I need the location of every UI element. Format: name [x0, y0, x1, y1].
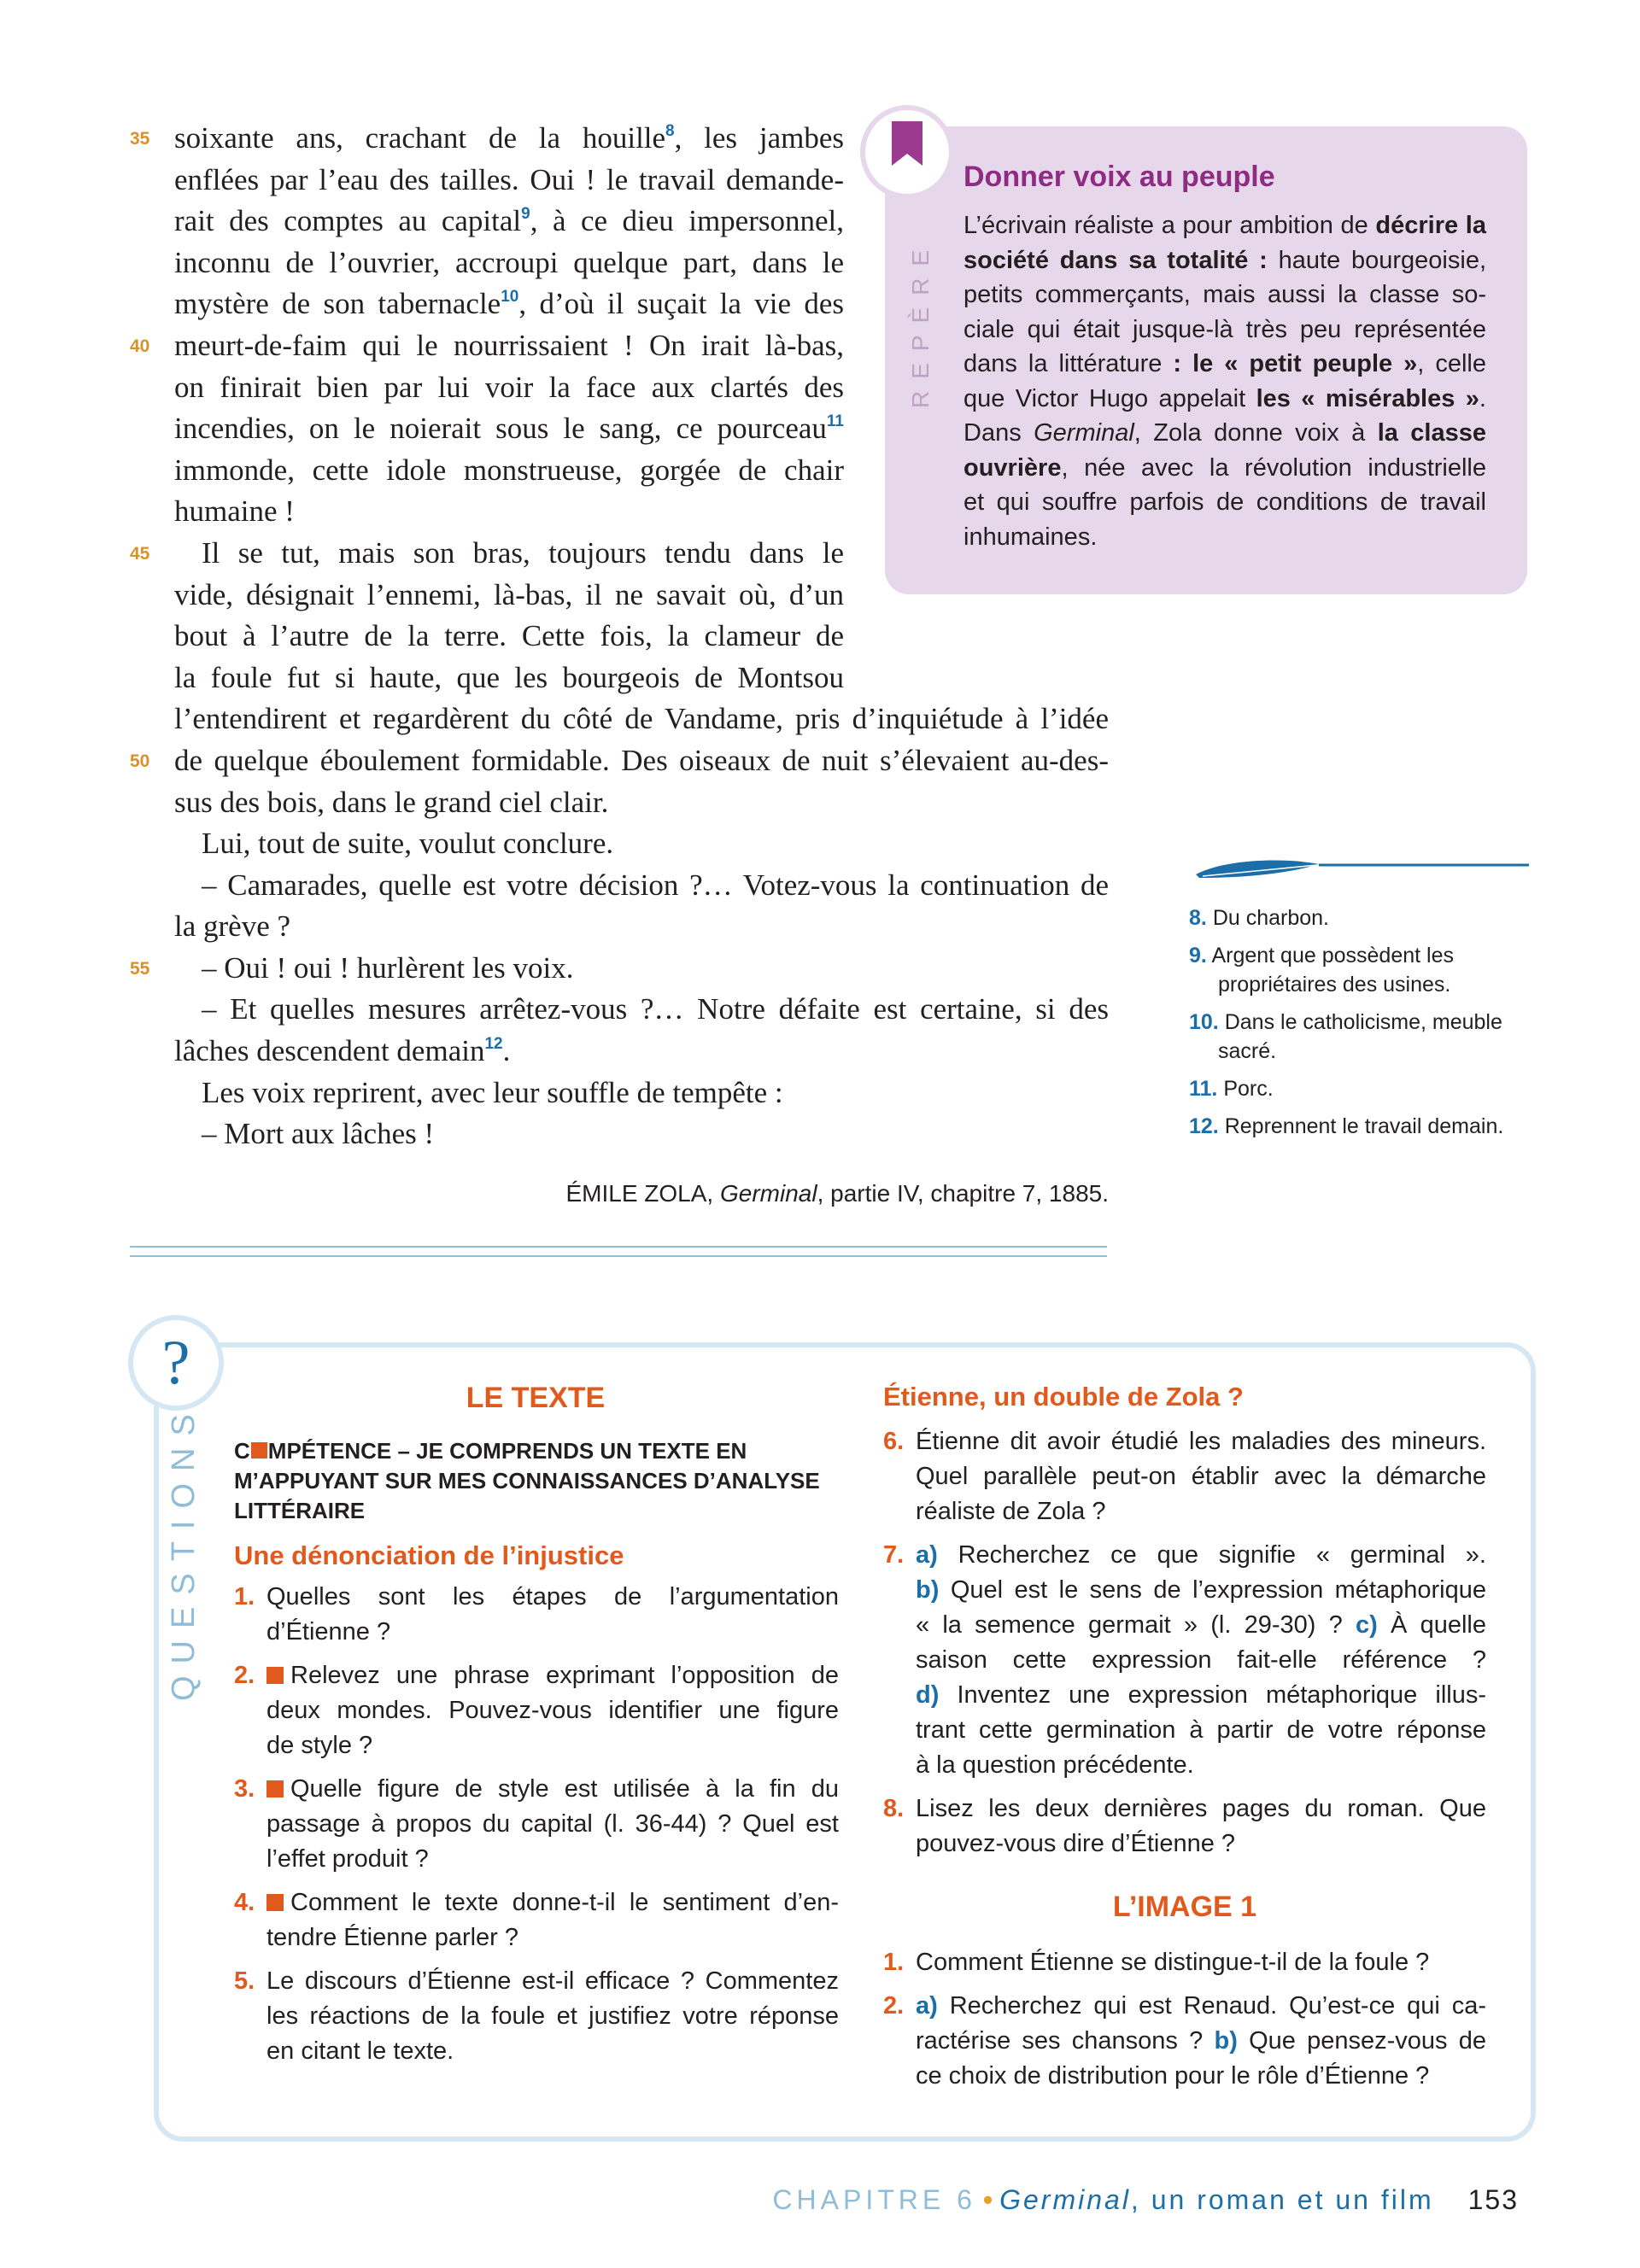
sub-question-label: d): [916, 1681, 940, 1709]
text-segment: dans la littérature: [964, 350, 1174, 377]
question-line: [916, 1713, 1486, 1748]
question-line-text: Comment Étienne se distingue-t-il de la foule ?: [916, 1949, 1430, 1976]
footnote-number: 9.: [1189, 944, 1207, 967]
text-segment: Lui, tout de suite, voulut conclure.: [202, 827, 614, 861]
text-segment: de quelque éboulement formidable. Des oiseaux de nuit s’élevaient au-des-: [174, 743, 1109, 777]
question-line: [266, 2034, 839, 2069]
question-line: [266, 1693, 839, 1728]
repere-line: [964, 347, 1486, 382]
footnote: [1189, 1074, 1531, 1103]
question-line: [266, 1658, 839, 1693]
question-line: [266, 1728, 839, 1763]
footnote-number: 8.: [1189, 906, 1207, 930]
line-text: [174, 325, 844, 367]
question-number: 2.: [234, 1662, 255, 1689]
question-line: [266, 1615, 839, 1650]
question-line: [916, 1827, 1486, 1862]
page-footer: [772, 2184, 1519, 2216]
competence-line-2: M’APPUYANT SUR MES CONNAISSANCES D’ANALYSE: [234, 1468, 820, 1493]
question-item: [234, 1885, 839, 1955]
etienne-subheading: Étienne, un double de Zola ?: [883, 1382, 1244, 1412]
question-text: [883, 1945, 1486, 1980]
question-line: [916, 1678, 1486, 1713]
question-line-text: Comment le texte donne-t-il le sentiment d’en-: [290, 1889, 839, 1916]
text-segment: , celle: [1417, 350, 1486, 377]
line-text: [174, 658, 844, 699]
text-segment: Il se tut, mais son bras, toujours tendu dans le: [202, 535, 844, 570]
sub-question-label: a): [916, 1541, 938, 1569]
sub-question-label: b): [916, 1576, 940, 1604]
footnote: [1189, 1008, 1531, 1066]
footnote-line: [1189, 1008, 1531, 1037]
line-number: 50: [130, 751, 150, 771]
bold-text: la classe: [1377, 419, 1486, 447]
line-text: [202, 533, 844, 575]
question-line: [916, 1945, 1486, 1980]
text-segment: – Et quelles mesures arrêtez-vous ?… Notre défaite est certaine, si des: [202, 992, 1109, 1026]
question-line: [266, 1999, 839, 2034]
line-text: [202, 989, 1109, 1031]
line-number: 45: [130, 543, 150, 564]
question-line-text: trant cette germination à partir de votre réponse: [916, 1716, 1486, 1744]
text-segment: L’écrivain réaliste a pour ambition de: [964, 212, 1376, 239]
footnote: [1189, 903, 1531, 932]
question-text: [883, 1538, 1486, 1783]
passage-line: [130, 658, 1109, 699]
text-segment: – Mort aux lâches !: [202, 1117, 435, 1151]
passage-line: [130, 989, 1109, 1031]
line-text: [174, 118, 844, 160]
quill-icon: [1191, 852, 1529, 888]
footnote-ref: 11: [826, 412, 844, 431]
question-line: [266, 1580, 839, 1615]
competence-block: [234, 1436, 837, 1526]
footnote: [1189, 1112, 1531, 1141]
footnote-ref: 9: [521, 205, 530, 224]
passage-line: [130, 616, 1109, 658]
text-segment: vide, désignait l’ennemi, là-bas, il ne savait où, d’un: [174, 577, 844, 611]
question-line-text: Étienne dit avoir étudié les maladies des mineurs.: [916, 1428, 1486, 1455]
question-line-text: Quelle figure de style est utilisée à la fin du: [290, 1775, 839, 1803]
text-segment: meurt-de-faim qui le nourrissaient ! On irait là-bas,: [174, 328, 844, 362]
repere-line: [964, 520, 1486, 555]
question-line: [916, 1643, 1486, 1678]
repere-line: [964, 451, 1486, 486]
line-text: [174, 367, 844, 409]
sub-question-label: b): [1214, 2027, 1238, 2055]
question-number: 7.: [883, 1541, 905, 1569]
question-line: [916, 1748, 1486, 1783]
line-text: [174, 284, 844, 325]
line-text: [174, 575, 844, 617]
right-question-list: [883, 1424, 1486, 1870]
separator-rule-bottom: [130, 1255, 1107, 1257]
text-segment: .: [502, 1034, 511, 1068]
line-text: [174, 616, 844, 658]
footer-bullet: •: [982, 2184, 993, 2215]
line-text: [174, 491, 844, 533]
text-segment: la foule fut si haute, que les bourgeois de Montsou: [174, 660, 844, 694]
question-item: [234, 1964, 839, 2069]
footnote-text: sacré.: [1218, 1039, 1277, 1063]
bold-text: décrire la: [1375, 212, 1486, 239]
image-question-list: [883, 1945, 1486, 2102]
text-segment: mystère de son tabernacle: [174, 287, 501, 321]
separator-rule-top: [130, 1246, 1107, 1248]
question-item: [234, 1658, 839, 1763]
line-text: [174, 160, 844, 202]
orange-square-icon: [266, 1780, 284, 1797]
footnote-line: [1189, 1112, 1531, 1141]
competence-line-3: LITTÉRAIRE: [234, 1498, 366, 1523]
text-segment: Les voix reprirent, avec leur souffle de tempête :: [202, 1075, 783, 1109]
image-heading: L’IMAGE 1: [1112, 1891, 1257, 1923]
passage-line: [130, 1073, 1109, 1114]
question-line: [916, 1608, 1486, 1643]
text-segment: enflées par l’eau des tailles. Oui ! le travail demande-: [174, 162, 844, 196]
footnote-number: 12.: [1189, 1114, 1219, 1138]
text-segment: haute bourgeoisie,: [1267, 246, 1487, 274]
text-segment: , née avec la révolution industrielle: [1061, 453, 1486, 482]
bold-text: société dans sa totalité :: [964, 246, 1268, 274]
repere-body: [964, 208, 1486, 554]
repere-vertical-label: REPÈRE: [907, 237, 934, 408]
line-number: 35: [130, 129, 150, 149]
orange-square-icon: [266, 1894, 284, 1911]
text-segment: lâches descendent demain: [174, 1034, 485, 1068]
text-segment: , à ce dieu impersonnel,: [530, 204, 844, 238]
orange-square-icon: [266, 1667, 284, 1684]
footer-title-italic: Germinal: [999, 2184, 1131, 2215]
competence-square-icon: [251, 1442, 267, 1458]
question-line: [916, 1494, 1486, 1529]
question-item: [234, 1772, 839, 1877]
question-number: 1.: [234, 1583, 255, 1610]
footnote-text: Du charbon.: [1212, 906, 1330, 930]
question-line-text: d’Étienne ?: [266, 1618, 391, 1645]
text-segment: Dans: [964, 419, 1034, 447]
competence-first-letter: C: [234, 1438, 250, 1464]
question-line-text: Inventez une expression métaphorique illus-: [939, 1681, 1486, 1709]
text-segment: soixante ans, crachant de la houille: [174, 121, 666, 155]
question-line: [916, 1792, 1486, 1827]
bold-text: ouvrière: [964, 453, 1062, 482]
line-text: [174, 450, 844, 492]
question-item: [883, 1538, 1486, 1783]
passage-line: [130, 782, 1109, 824]
repere-line: [964, 208, 1486, 243]
question-line-text: les réactions de la foule et justifiez votre réponse: [266, 2002, 839, 2030]
question-line: [916, 1573, 1486, 1608]
line-text: [174, 782, 844, 824]
question-line: [266, 1772, 839, 1807]
text-segment: immonde, cette idole monstrueuse, gorgée de chair: [174, 453, 844, 487]
question-number: 5.: [234, 1967, 255, 1995]
question-line-text: deux mondes. Pouvez-vous identifier une figure: [266, 1697, 839, 1724]
line-text: [202, 1114, 844, 1155]
question-text: [883, 1424, 1486, 1529]
line-text: [174, 201, 844, 243]
text-segment: bout à l’autre de la terre. Cette fois, la clameur de: [174, 619, 844, 653]
question-line-text: Recherchez ce que signifie « germinal ».: [937, 1541, 1486, 1569]
question-line: [266, 1920, 839, 1955]
question-line-text: en citant le texte.: [266, 2037, 454, 2065]
text-segment: on finirait bien par lui voir la face aux clartés des: [174, 370, 844, 404]
line-text: [202, 1073, 844, 1114]
sub-question-label: a): [916, 1992, 938, 2020]
question-text: [234, 1964, 839, 2069]
text-segment: .: [1479, 384, 1486, 412]
passage-line: [130, 823, 1109, 865]
line-number: 40: [130, 336, 150, 356]
passage-line: [130, 865, 1109, 907]
question-line-text: Quel est le sens de l’expression métaphorique: [939, 1576, 1486, 1604]
question-line-text: Recherchez qui est Renaud. Qu’est-ce qui ca-: [937, 1992, 1486, 2020]
source-details: , partie IV, chapitre 7, 1885.: [817, 1180, 1109, 1207]
question-line-text: Quel parallèle peut-on établir avec la démarche: [916, 1463, 1486, 1490]
question-line-text: de style ?: [266, 1732, 373, 1759]
repere-line: [964, 416, 1486, 451]
question-line-text: Que pensez-vous de: [1237, 2027, 1487, 2055]
footnote-text: Porc.: [1223, 1077, 1274, 1101]
line-text: [174, 740, 1109, 782]
passage-line: [130, 1031, 1109, 1073]
line-text: [174, 408, 844, 450]
text-segment: inconnu de l’ouvrier, accroupi quelque part, dans le: [174, 245, 844, 279]
question-text: [883, 1792, 1486, 1862]
question-line: [916, 1538, 1486, 1573]
text-segment: – Oui ! oui ! hurlèrent les voix.: [202, 950, 574, 985]
question-item: [883, 1945, 1486, 1980]
footnote-ref: 12: [484, 1035, 503, 1054]
passage-line: [130, 906, 1109, 948]
question-line: [916, 1459, 1486, 1494]
footnote-text: Dans le catholicisme, meuble: [1224, 1010, 1502, 1034]
repere-title: Donner voix au peuple: [964, 161, 1275, 193]
text-segment: – Camarades, quelle est votre décision ?… Votez-vous la continuation de: [202, 868, 1109, 902]
text-segment: humaine !: [174, 494, 295, 529]
bold-text: : le « petit peuple »: [1173, 350, 1418, 377]
repere-line: [964, 243, 1486, 278]
question-line: [266, 1807, 839, 1842]
question-line: [916, 1424, 1486, 1459]
le-texte-heading: LE TEXTE: [466, 1382, 606, 1414]
bookmark-icon: [859, 104, 955, 200]
question-number: 8.: [883, 1795, 905, 1822]
passage-line: [130, 699, 1109, 740]
footer-chapter: CHAPITRE 6: [772, 2184, 976, 2215]
question-line: [266, 1885, 839, 1920]
passage-line: [130, 740, 1109, 782]
question-line-text: ce choix de distribution pour le rôle d’Étienne ?: [916, 2062, 1430, 2090]
question-text: [883, 1989, 1486, 2094]
passage-line: [130, 1114, 1109, 1155]
text-segment: inhumaines.: [964, 523, 1098, 551]
footer-title-rest: , un roman et un film: [1130, 2184, 1434, 2215]
question-text: [234, 1772, 839, 1877]
question-text: [234, 1885, 839, 1955]
question-line-text: « la semence germait » (l. 29-30) ?: [916, 1611, 1356, 1639]
line-text: [174, 1031, 844, 1073]
question-line-text: pouvez-vous dire d’Étienne ?: [916, 1830, 1236, 1857]
question-line-text: tendre Étienne parler ?: [266, 1924, 519, 1951]
question-number: 6.: [883, 1428, 905, 1455]
question-line: [916, 1989, 1486, 2024]
text-segment: rait des comptes au capital: [174, 204, 522, 238]
question-item: [883, 1424, 1486, 1529]
line-text: [202, 948, 844, 990]
source-author: ÉMILE ZOLA,: [565, 1180, 720, 1207]
footnote-line: [1189, 970, 1531, 999]
footnote-number: 11.: [1189, 1077, 1218, 1101]
question-line-text: Le discours d’Étienne est-il efficace ? Commentez: [266, 1967, 839, 1995]
passage-line: [130, 948, 1109, 990]
repere-line: [964, 313, 1486, 348]
denonciation-subheading: Une dénonciation de l’injustice: [234, 1540, 624, 1570]
text-segment: , Zola donne voix à: [1133, 419, 1378, 447]
questions-vertical-label: QUESTIONS: [166, 1402, 202, 1701]
question-mark-icon: ?: [161, 1328, 190, 1398]
question-line-text: l’effet produit ?: [266, 1845, 429, 1873]
question-line-text: Lisez les deux dernières pages du roman. Que: [916, 1795, 1486, 1822]
competence-line-1: MPÉTENCE – JE COMPRENDS UN TEXTE EN: [267, 1438, 747, 1464]
footnote-line: [1189, 903, 1531, 932]
text-segment: petits commerçants, mais aussi la classe so-: [964, 281, 1486, 308]
question-line: [916, 2024, 1486, 2059]
question-line-text: Relevez une phrase exprimant l’opposition de: [290, 1662, 839, 1689]
question-item: [883, 1989, 1486, 2094]
text-segment: et qui souffre parfois de conditions de travail: [964, 488, 1486, 516]
footer-title: [999, 2184, 1434, 2215]
footnote-text: Argent que possèdent les: [1211, 944, 1454, 967]
question-line-text: passage à propos du capital (l. 36-44) ? Quel est: [266, 1810, 839, 1838]
bold-text: les « misérables »: [1256, 384, 1479, 412]
question-text: [234, 1580, 839, 1650]
text-segment: , d’où il suçait la vie des: [518, 287, 844, 321]
page-number: 153: [1467, 2184, 1519, 2215]
question-item: [883, 1792, 1486, 1862]
footnote-text: Reprennent le travail demain.: [1224, 1114, 1504, 1138]
text-segment: la grève ?: [174, 909, 291, 944]
source-citation: [565, 1180, 1109, 1207]
question-number: 3.: [234, 1775, 255, 1803]
repere-line: [964, 278, 1486, 313]
left-question-list: [234, 1580, 839, 2078]
text-segment: l’entendirent et regardèrent du côté de Vandame, pris d’inquiétude à l’idée: [174, 702, 1109, 736]
line-number: 55: [130, 958, 150, 979]
italic-text: Germinal: [1034, 419, 1134, 447]
question-line: [266, 1842, 839, 1877]
question-line: [266, 1964, 839, 1999]
footnote-line: [1189, 1074, 1531, 1103]
sub-question-label: c): [1356, 1611, 1378, 1639]
footnote-line: [1189, 1037, 1531, 1066]
footnote-ref: 8: [665, 122, 675, 140]
line-text: [202, 823, 844, 865]
footnote-number: 10.: [1189, 1010, 1219, 1034]
source-work: Germinal: [719, 1180, 817, 1207]
question-number: 1.: [883, 1949, 905, 1976]
footnote-text: propriétaires des usines.: [1218, 973, 1451, 997]
question-line-text: saison cette expression fait-elle référence ?: [916, 1646, 1486, 1674]
text-segment: que Victor Hugo appelait: [964, 384, 1256, 412]
question-line-text: À quelle: [1377, 1611, 1486, 1639]
footnote-line: [1189, 941, 1531, 970]
text-segment: , les jambes: [674, 121, 844, 155]
line-text: [174, 699, 1109, 740]
question-line-text: réaliste de Zola ?: [916, 1498, 1106, 1525]
repere-line: [964, 382, 1486, 417]
question-line-text: ractérise ses chansons ?: [916, 2027, 1215, 2055]
question-line-text: à la question précédente.: [916, 1751, 1194, 1779]
question-text: [234, 1658, 839, 1763]
question-number: 2.: [883, 1992, 905, 2020]
footnotes: [1189, 903, 1531, 1149]
line-text: [202, 865, 1109, 907]
footnote: [1189, 941, 1531, 999]
question-number: 4.: [234, 1889, 255, 1916]
line-text: [174, 906, 844, 948]
repere-line: [964, 485, 1486, 520]
question-item: [234, 1580, 839, 1650]
question-line-text: Quelles sont les étapes de l’argumentation: [266, 1583, 839, 1610]
question-line: [916, 2059, 1486, 2094]
text-segment: sus des bois, dans le grand ciel clair.: [174, 785, 609, 819]
footnote-ref: 10: [501, 288, 519, 307]
text-segment: incendies, on le noierait sous le sang, ce pourceau: [174, 412, 827, 446]
line-text: [174, 243, 844, 284]
text-segment: ciale qui était jusque-là très peu représentée: [964, 315, 1486, 343]
